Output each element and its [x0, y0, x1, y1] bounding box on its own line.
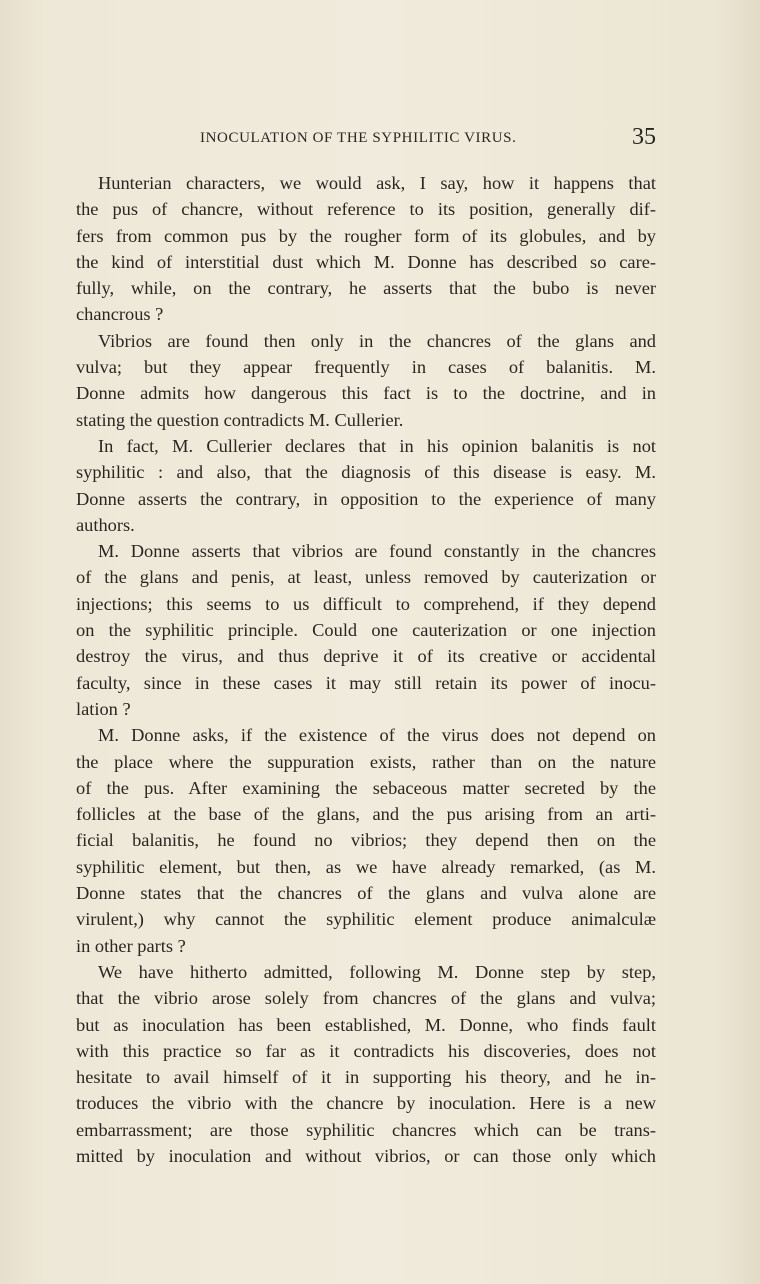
text-line: Donne asserts the contrary, in opposition to the experience of many [76, 488, 656, 509]
text-line: lation ? [76, 698, 131, 719]
text-line: fully, while, on the contrary, he asserts that the bubo is never [76, 278, 656, 299]
text-line: faculty, since in these cases it may still retain its power of inocu- [76, 672, 656, 693]
paragraph [76, 538, 656, 722]
text-line: in other parts ? [76, 935, 186, 956]
text-line: In fact, M. Cullerier declares that in his opinion balanitis is not [98, 435, 656, 456]
text-line: of the pus. After examining the sebaceous matter secreted by the [76, 777, 656, 798]
text-line: Donne admits how dangerous this fact is to the doctrine, and in [76, 383, 656, 404]
text-line: but as inoculation has been established, M. Donne, who finds fault [76, 1014, 656, 1035]
text-line: on the syphilitic principle. Could one cauterization or one injection [76, 620, 656, 641]
text-line: stating the question contradicts M. Cullerier. [76, 409, 404, 430]
text-line: of the glans and penis, at least, unless removed by cauterization or [76, 567, 656, 588]
text-line: the place where the suppuration exists, rather than on the nature [76, 751, 656, 772]
text-line: injections; this seems to us difficult to comprehend, if they depend [76, 593, 656, 614]
text-line: that the vibrio arose solely from chancres of the glans and vulva; [76, 988, 656, 1009]
paragraph [76, 170, 656, 328]
text-line: with this practice so far as it contradicts his discoveries, does not [76, 1040, 656, 1061]
text-line: fers from common pus by the rougher form of its globules, and by [76, 225, 656, 246]
text-line: the pus of chancre, without reference to its position, generally dif- [76, 199, 656, 220]
page-number: 35 [632, 124, 656, 150]
text-line: syphilitic : and also, that the diagnosis of this disease is easy. M. [76, 462, 656, 483]
text-line: the kind of interstitial dust which M. Donne has described so care- [76, 251, 656, 272]
text-line: embarrassment; are those syphilitic chancres which can be trans- [76, 1119, 656, 1140]
paragraph [76, 328, 656, 433]
text-line: vulva; but they appear frequently in cases of balanitis. M. [76, 357, 656, 378]
text-line: Donne states that the chancres of the glans and vulva alone are [76, 883, 656, 904]
text-line: Hunterian characters, we would ask, I say, how it happens that [98, 173, 656, 193]
text-line: chancrous ? [76, 304, 164, 325]
text-line: virulent,) why cannot the syphilitic element produce animalculæ [76, 909, 656, 930]
paragraph [76, 722, 656, 959]
text-line: Vibrios are found then only in the chancres of the glans and [98, 330, 656, 351]
text-line: troduces the vibrio with the chancre by inoculation. Here is a new [76, 1093, 656, 1114]
text-line: We have hitherto admitted, following M. Donne step by step, [98, 961, 656, 982]
paragraph [76, 959, 656, 1169]
text-line: mitted by inoculation and without vibrios, or can those only which [76, 1145, 656, 1166]
text-line: follicles at the base of the glans, and the pus arising from an arti- [76, 804, 656, 825]
text-line: hesitate to avail himself of it in supporting his theory, and he in- [76, 1067, 656, 1088]
text-line: M. Donne asserts that vibrios are found constantly in the chancres [98, 541, 656, 562]
running-title: INOCULATION OF THE SYPHILITIC VIRUS. [200, 130, 517, 146]
running-head [76, 126, 656, 152]
text-line: ficial balanitis, he found no vibrios; they depend then on the [76, 830, 656, 851]
text-line: syphilitic element, but then, as we have already remarked, (as M. [76, 856, 656, 877]
body-text [76, 170, 656, 1169]
text-line: M. Donne asks, if the existence of the virus does not depend on [98, 725, 656, 746]
paragraph [76, 433, 656, 538]
text-line: authors. [76, 514, 135, 535]
text-line: destroy the virus, and thus deprive it of its creative or accidental [76, 646, 656, 667]
